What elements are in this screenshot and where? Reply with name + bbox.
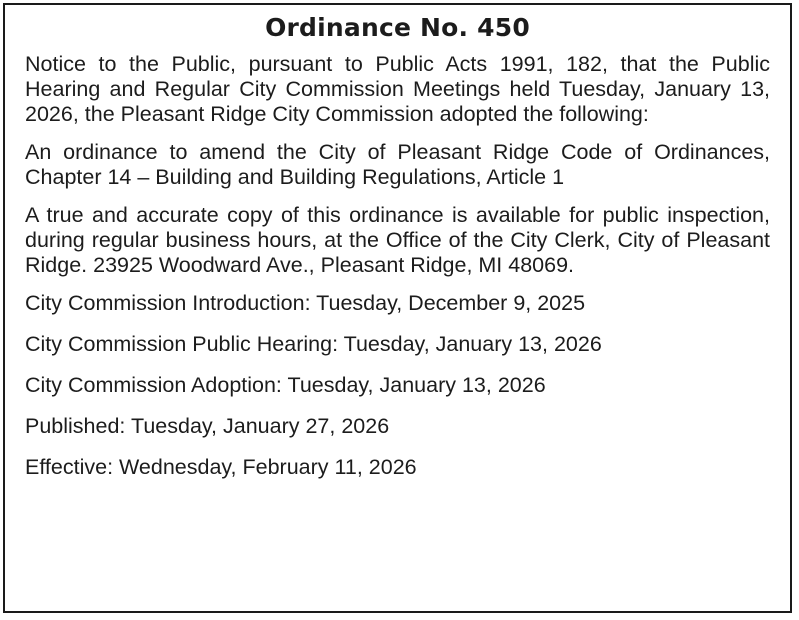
introduction-date-line: City Commission Introduction: Tuesday, December 9, 2025 — [25, 291, 586, 315]
public-hearing-date-line: City Commission Public Hearing: Tuesday, January 13, 2026 — [25, 332, 602, 356]
notice-intro-paragraph: Notice to the Public, pursuant to Public Acts 1991, 182, that the Public Hearing and Regular City Commission Meetings held Tuesday, January 13, 2026, the Pleasant Ridge City Commission adopted the following: — [25, 52, 770, 126]
notice-title: Ordinance No. 450 — [265, 13, 530, 42]
adoption-date-line: City Commission Adoption: Tuesday, January 13, 2026 — [25, 373, 546, 397]
inspection-paragraph: A true and accurate copy of this ordinance is available for public inspection, during regular business hours, at the Office of the City Clerk, City of Pleasant Ridge. 23925 Woodward Ave., Pleasant Ridge, MI 48069. — [25, 203, 770, 277]
published-date-line: Published: Tuesday, January 27, 2026 — [25, 414, 390, 438]
effective-date-line: Effective: Wednesday, February 11, 2026 — [25, 455, 417, 479]
ordinance-notice — [3, 3, 792, 613]
ordinance-description-paragraph: An ordinance to amend the City of Pleasant Ridge Code of Ordinances, Chapter 14 – Building and Building Regulations, Article 1 — [25, 140, 770, 189]
